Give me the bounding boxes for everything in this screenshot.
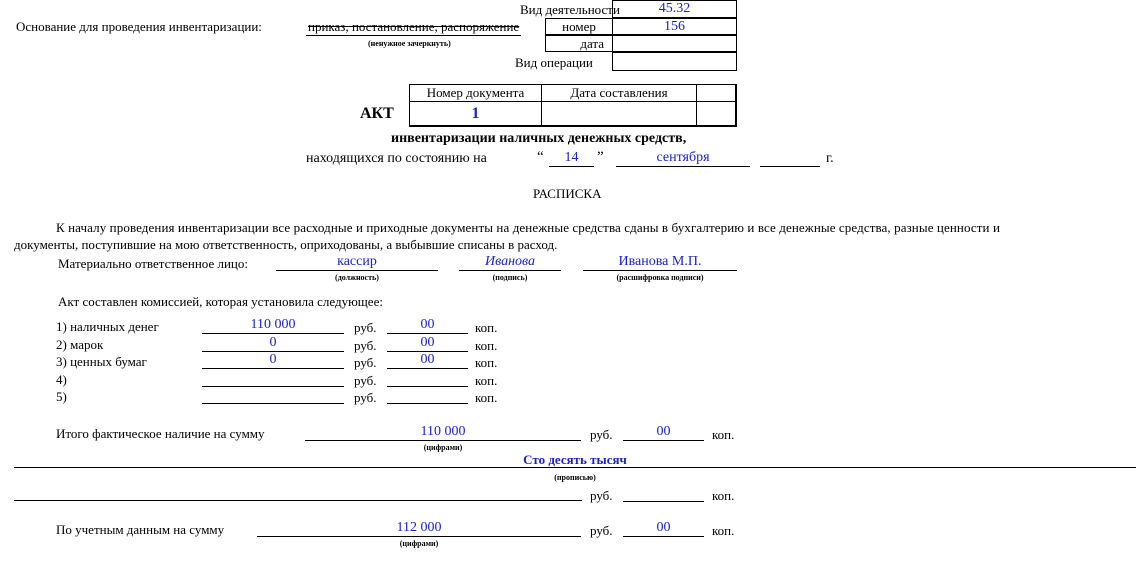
row-rub-field[interactable]	[202, 370, 344, 387]
operation-label: Вид операции	[515, 55, 593, 70]
row-rub-field[interactable]: 0	[202, 352, 344, 369]
doc-number-label: Номер документа	[409, 84, 542, 102]
signature-field[interactable]: Иванова	[459, 254, 561, 271]
accounting-kop-field[interactable]: 00	[623, 520, 704, 537]
actual-rub-field[interactable]: 110 000	[305, 424, 581, 441]
row-label: 4)	[56, 372, 67, 387]
row-rub-label: руб.	[354, 373, 377, 388]
words-continuation-field[interactable]	[14, 484, 582, 501]
row-rub-label: руб.	[354, 355, 377, 370]
operation-box[interactable]	[612, 52, 737, 71]
row-label: 1) наличных денег	[56, 319, 159, 334]
accounting-rub-field[interactable]: 112 000	[257, 520, 581, 537]
activity-value: 45.32	[658, 1, 691, 16]
row-kop-field[interactable]: 00	[387, 352, 468, 369]
actual-label: Итого фактическое наличие на сумму	[56, 426, 265, 441]
row-kop-label: коп.	[475, 355, 498, 370]
row-rub-field[interactable]: 110 000	[202, 317, 344, 334]
actual-kop-field[interactable]: 00	[623, 424, 704, 441]
words-rub-label: руб.	[590, 488, 613, 503]
row-rub-label: руб.	[354, 320, 377, 335]
row-label: 5)	[56, 389, 67, 404]
words-value[interactable]: Сто десять тысяч	[523, 452, 627, 467]
row-rub-field[interactable]: 0	[202, 335, 344, 352]
row-kop-field[interactable]: 00	[387, 335, 468, 352]
day-field[interactable]: 14	[549, 150, 594, 167]
doc-extra-cell	[696, 101, 737, 127]
row-label: 3) ценных бумаг	[56, 354, 147, 369]
basis-hint: (ненужное зачеркнуть)	[368, 39, 451, 48]
accounting-rub-label: руб.	[590, 523, 613, 538]
doc-number-value: 1	[471, 105, 480, 122]
actual-digits-hint: (цифрами)	[423, 443, 463, 452]
accounting-kop-label: коп.	[712, 523, 735, 538]
doc-date-label: Дата составления	[541, 84, 697, 102]
words-kop-field[interactable]	[623, 485, 704, 502]
accounting-label: По учетным данным на сумму	[56, 522, 225, 537]
receipt-text-line2: документы, поступившие на мою ответственность, оприходованы, а выбывшие списаны в расход.	[14, 237, 558, 252]
signature-hint: (подпись)	[492, 273, 528, 282]
basis-options: приказ, постановление, распоряжение	[308, 19, 520, 34]
state-prefix: находящихся по состоянию на	[306, 151, 487, 166]
doc-extra-head	[696, 84, 737, 102]
month-field[interactable]: сентября	[616, 150, 750, 167]
doc-number-cell[interactable]	[409, 101, 542, 127]
doc-table	[409, 84, 736, 126]
basis-label: Основание для проведения инвентаризации:	[16, 19, 262, 34]
row-kop-field[interactable]	[387, 370, 468, 387]
number-box[interactable]	[612, 18, 737, 35]
number-value: 156	[664, 19, 685, 34]
row-kop-field[interactable]: 00	[387, 317, 468, 334]
commission-statement: Акт составлен комиссией, которая установила следующее:	[58, 294, 383, 309]
activity-box[interactable]	[612, 0, 737, 18]
row-kop-label: коп.	[475, 390, 498, 405]
name-field[interactable]: Иванова М.П.	[583, 254, 737, 271]
row-rub-field[interactable]	[202, 387, 344, 404]
activity-label: Вид деятельности	[520, 2, 620, 17]
position-field[interactable]: кассир	[276, 254, 438, 271]
row-kop-label: коп.	[475, 320, 498, 335]
name-hint: (расшифровка подписи)	[616, 273, 704, 282]
position-hint: (должность)	[335, 273, 379, 282]
receipt-text-line1: К началу проведения инвентаризации все расходные и приходные документы на денежные средства сданы в бухгалтерию и все денежные средства, разные ценности и	[56, 220, 1001, 235]
date-label: дата	[545, 35, 613, 52]
words-kop-label: коп.	[712, 488, 735, 503]
act-title: АКТ	[360, 105, 394, 122]
open-quote: “	[537, 149, 544, 165]
responsible-label: Материально ответственное лицо:	[58, 256, 248, 271]
year-field[interactable]	[760, 150, 820, 167]
row-kop-field[interactable]	[387, 387, 468, 404]
row-rub-label: руб.	[354, 338, 377, 353]
actual-rub-label: руб.	[590, 427, 613, 442]
date-box[interactable]	[612, 35, 737, 52]
year-suffix: г.	[826, 151, 834, 166]
words-hint: (прописью)	[554, 473, 596, 482]
accounting-digits-hint: (цифрами)	[399, 539, 439, 548]
doc-date-cell[interactable]	[541, 101, 697, 127]
close-quote: ”	[597, 149, 604, 165]
row-kop-label: коп.	[475, 338, 498, 353]
receipt-heading: РАСПИСКА	[533, 186, 602, 201]
actual-kop-label: коп.	[712, 427, 735, 442]
row-kop-label: коп.	[475, 373, 498, 388]
act-subtitle: инвентаризации наличных денежных средств,	[391, 131, 687, 146]
row-rub-label: руб.	[354, 390, 377, 405]
row-label: 2) марок	[56, 337, 104, 352]
number-label: номер	[545, 18, 613, 35]
